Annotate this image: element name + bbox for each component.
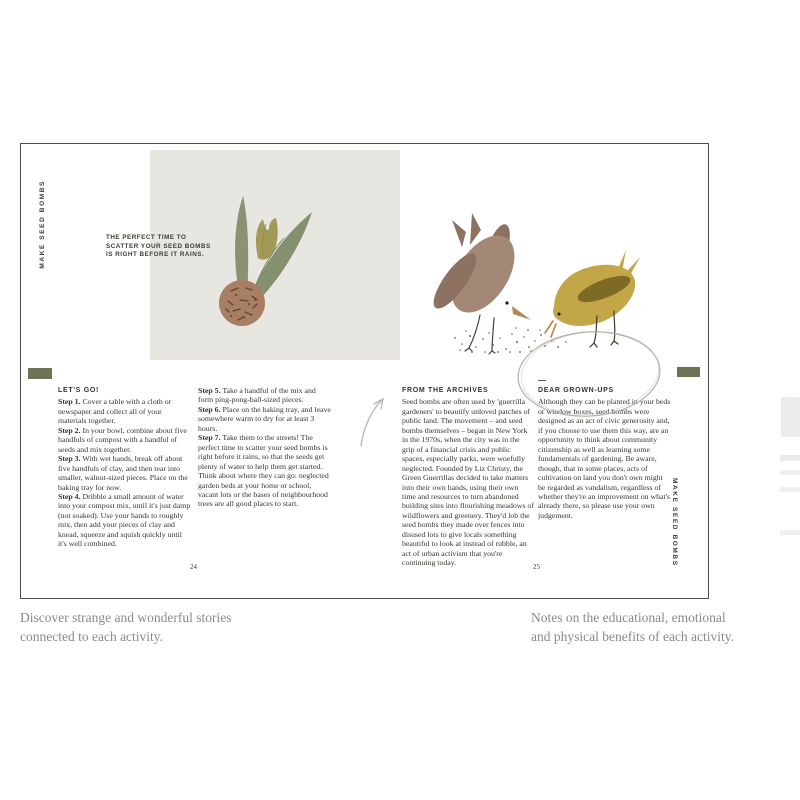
archives-body: Seed bombs are often used by 'guerrilla gardeners' to beautify unloved patches of public land. The movement – and seed bombs themselves – began in New York in the 1970s, when the city was in the grip of a financial crisis and public spaces, especially parks, were woefully neglected. Founded by Liz Christy, the Green Guerrillas decided to take matters into their own hands, using their own time and resources to turn abandoned building sites into flourishing meadows of wildflowers and greenery. They'd lob the seed bombs they made over fences into disused lots to give locals something beautiful to look at instead of rubble, an act of urban activism that you're continuing today.	[402, 397, 534, 568]
illustration-caption-line: THE PERFECT TIME TO	[106, 234, 187, 241]
right-page-sidebar-label: MAKE SEED BOMBS	[671, 478, 678, 567]
edge-artifact	[780, 470, 800, 475]
caption-right-line: Notes on the educational, emotional	[531, 610, 726, 625]
right-page-chapter-tab	[677, 367, 700, 377]
steps-column-1	[58, 386, 191, 549]
step-label: Step 6.	[198, 404, 221, 414]
step-text: In your bowl, combine about five handfuls of compost with a handful of seeds and mix together.	[58, 425, 187, 454]
grownups-heading: DEAR GROWN-UPS	[538, 387, 614, 394]
page-number-24: 24	[190, 563, 197, 571]
grownups-column	[538, 377, 671, 520]
left-page-chapter-tab	[28, 368, 52, 379]
grownups-dash: —	[538, 376, 546, 385]
caption-right	[531, 608, 734, 646]
step-label: Step 4.	[58, 491, 81, 501]
step-text: Cover a table with a cloth or newspaper and collect all of your materials together.	[58, 397, 172, 426]
step-text: Dribble a small amount of water into your compost mix, until it's just damp (not soaked). Use your hands to roughly mix, then add your pieces of clay and knead, squeeze and squish quickly until it's well combined.	[58, 491, 191, 549]
step-label: Step 3.	[58, 454, 81, 464]
step-4	[58, 492, 191, 549]
illustration-caption-line: SCATTER YOUR SEED BOMBS	[106, 242, 211, 250]
book-spread	[20, 143, 709, 599]
edge-artifact	[780, 530, 800, 535]
step-text: With wet hands, break off about five handfuls of clay, and then tear into smaller, walnut-sized pieces. Place on the baking tray for now.	[58, 454, 188, 492]
archives-heading: FROM THE ARCHIVES	[402, 387, 489, 394]
left-page-sidebar-label: MAKE SEED BOMBS	[39, 180, 46, 269]
illustration-caption	[106, 234, 224, 260]
step-6	[198, 405, 332, 433]
step-3	[58, 454, 191, 492]
caption-right-line: and physical benefits of each activity.	[531, 629, 735, 644]
edge-artifact	[780, 455, 800, 461]
steps-column-2	[198, 386, 332, 509]
step-1	[58, 397, 191, 425]
step-label: Step 2.	[58, 425, 81, 435]
archives-column	[402, 386, 534, 568]
step-2	[58, 426, 191, 454]
step-text: Take a handful of the mix and form ping-pong-ball-sized pieces.	[198, 386, 316, 405]
edge-artifact	[780, 487, 800, 492]
step-5	[198, 386, 332, 405]
lets-go-heading: LET'S GO!	[58, 387, 100, 394]
step-label: Step 5.	[198, 386, 221, 395]
step-label: Step 1.	[58, 397, 81, 407]
caption-left	[20, 608, 231, 646]
step-label: Step 7.	[198, 433, 221, 443]
page-number-25: 25	[533, 563, 540, 571]
grownups-body: Although they can be planted in your beds or window boxes, seed bombs were designed as an act of civic generosity and, if you choose to use them this way, are an opportunity to think about community citizenship as well as learning some fundamentals of gardening. Be aware, though, that in some places, acts of cultivation on land you don't own might be regarded as vandalism, regardless of whether they're an improvement on what's already there, so please use your own judgement.	[538, 397, 671, 520]
step-text: Take them to the streets! The perfect time to scatter your seed bombs is right before it rains, so that the seeds get plenty of water to help them get started. Think about where they can go: neglected garden beds at your home or school, vacant lots or the bases of neighbourhood trees are all good places to start.	[198, 433, 329, 509]
caption-left-line: Discover strange and wonderful stories	[20, 610, 232, 625]
step-text: Place on the baking tray, and leave somewhere warm to dry for at least 3 hours.	[198, 404, 331, 433]
step-7	[198, 433, 332, 509]
edge-artifact	[781, 397, 800, 437]
caption-left-line: connected to each activity.	[20, 629, 164, 644]
illustration-caption-line: IS RIGHT BEFORE IT RAINS.	[106, 251, 205, 259]
